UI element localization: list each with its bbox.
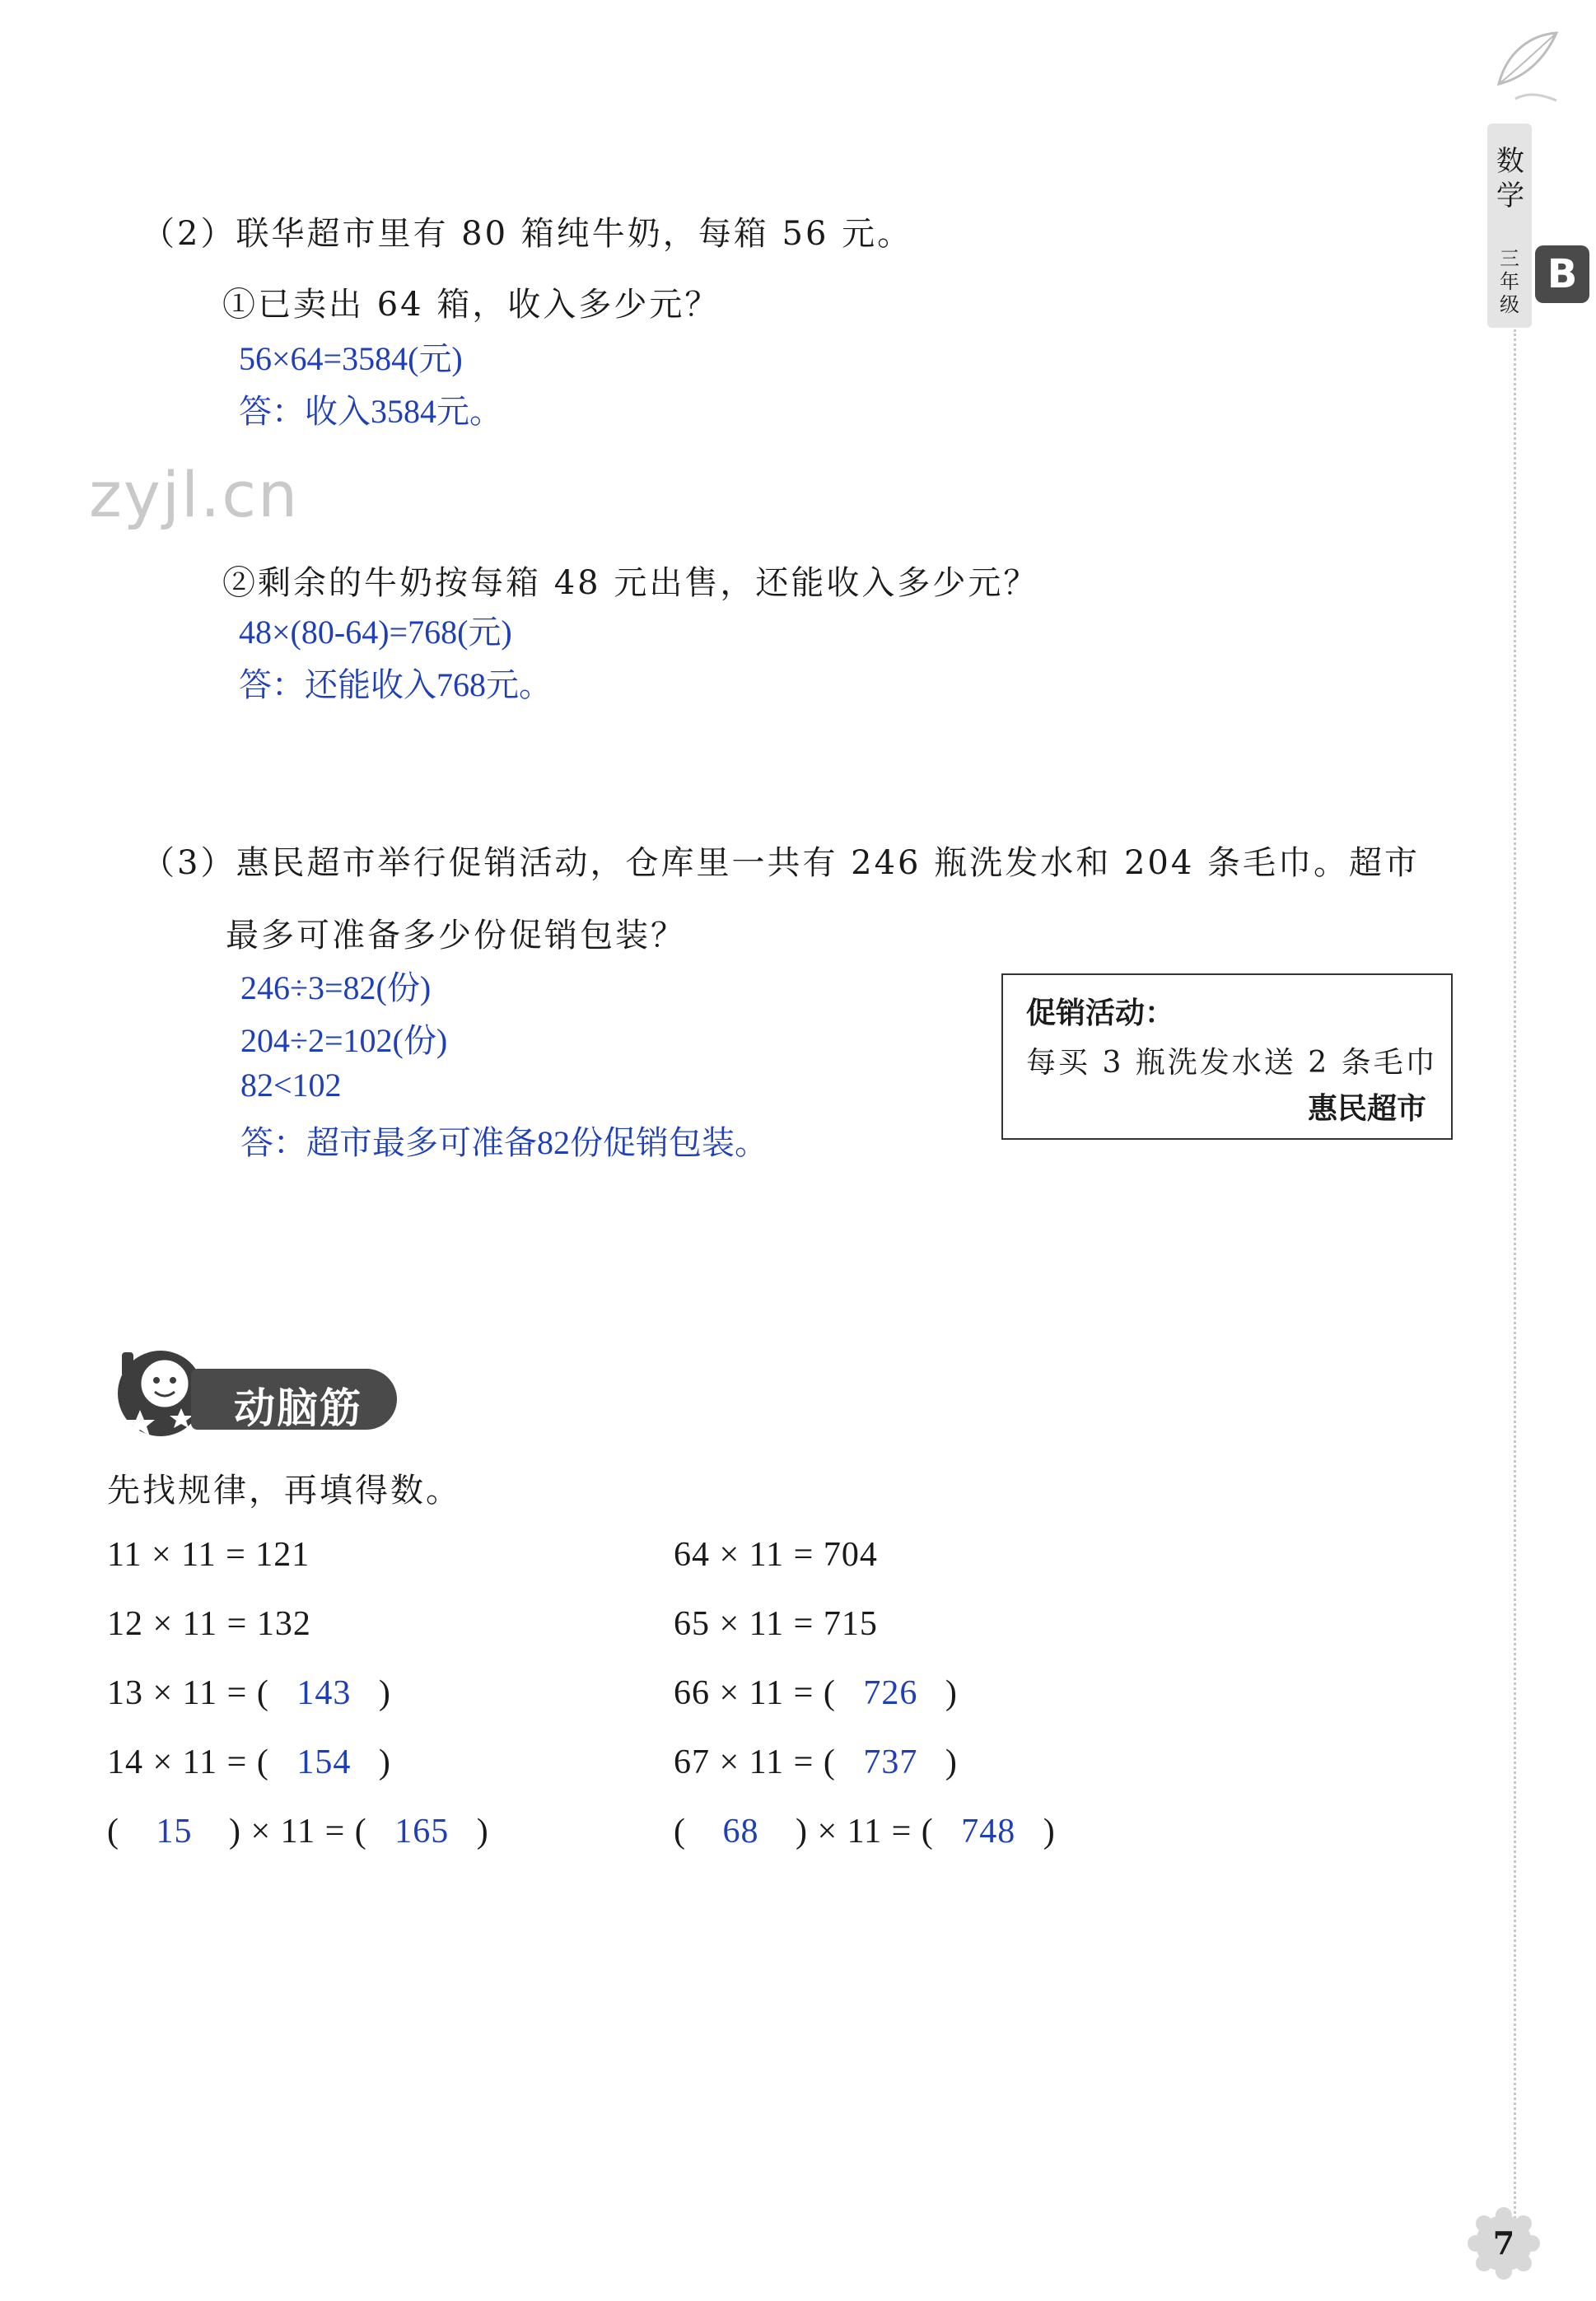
equation-text: 14 × 11 = ( — [107, 1743, 269, 1781]
equation-row — [107, 1535, 310, 1575]
equation-row — [674, 1812, 1056, 1851]
equation-row — [107, 1743, 391, 1782]
page-number: 7 — [1492, 2224, 1515, 2261]
problem-2-text: （2）联华超市里有 80 箱纯牛奶，每箱 56 元。 — [142, 215, 913, 253]
equation-text: ) — [945, 1674, 958, 1712]
section-title: 动脑筋 — [234, 1384, 362, 1432]
equation-text: ) — [378, 1674, 391, 1712]
problem-2-part-2-calc: 48×(80-64)=768(元) — [239, 614, 512, 651]
equation-row — [107, 1812, 489, 1851]
promo-store-name: 惠民超市 — [1307, 1092, 1426, 1126]
brain-instruction: 先找规律，再填得数。 — [107, 1472, 461, 1510]
problem-2-part-2-answer: 答：还能收入768元。 — [239, 666, 552, 703]
equation-text: 67 × 11 = ( — [674, 1743, 836, 1781]
grade-letter-badge: B — [1535, 245, 1589, 303]
equation-row — [674, 1673, 958, 1713]
equation-text: ) × 11 = ( — [229, 1813, 367, 1851]
equation-text: ) — [1043, 1813, 1056, 1851]
equation-text: 12 × 11 = 132 — [107, 1605, 311, 1643]
problem-3-text-line-1: （3）惠民超市举行促销活动，仓库里一共有 246 瓶洗发水和 204 条毛巾。超市 — [142, 844, 1421, 882]
answer-fill: 143 — [296, 1674, 352, 1712]
equation-text: ( — [674, 1813, 686, 1851]
problem-3-calc-3: 82<102 — [240, 1066, 342, 1104]
answer-fill: 15 — [156, 1813, 193, 1851]
problem-3-calc-2: 204÷2=102(份) — [240, 1022, 448, 1059]
problem-2-part-1-question: ①已卖出 64 箱，收入多少元？ — [222, 286, 721, 324]
answer-fill: 726 — [863, 1674, 918, 1712]
promo-title: 促销活动： — [1026, 996, 1175, 1030]
equation-text: ( — [107, 1813, 119, 1851]
promo-text: 每买 3 瓶洗发水送 2 条毛巾 — [1026, 1046, 1438, 1080]
problem-3-calc-1: 246÷3=82(份) — [240, 969, 432, 1006]
problem-2-part-1-calc: 56×64=3584(元) — [239, 340, 463, 377]
answer-fill: 748 — [961, 1813, 1016, 1851]
equation-text: 11 × 11 = 121 — [107, 1536, 310, 1574]
problem-3-text-line-2: 最多可准备多少份促销包装？ — [226, 917, 686, 954]
equation-text: ) — [378, 1743, 391, 1781]
equation-text: ) — [476, 1813, 489, 1851]
answer-fill: 165 — [394, 1813, 450, 1851]
answer-fill: 68 — [722, 1813, 759, 1851]
equation-row — [107, 1673, 391, 1713]
problem-2-part-1-answer: 答：收入3584元。 — [239, 393, 502, 430]
equation-row — [674, 1535, 878, 1575]
page-edge-dotted-line — [1514, 329, 1516, 2224]
equation-text: 66 × 11 = ( — [674, 1674, 836, 1712]
grade-label: 三年级 — [1500, 247, 1519, 316]
equation-text: ) — [945, 1743, 958, 1781]
answer-fill: 737 — [863, 1743, 918, 1781]
page-number-badge — [1468, 2207, 1540, 2280]
problem-3-answer: 答：超市最多可准备82份促销包装。 — [240, 1124, 768, 1161]
equation-text: ) × 11 = ( — [796, 1813, 934, 1851]
equation-row — [674, 1743, 958, 1782]
equation-row — [674, 1604, 878, 1644]
answer-fill: 154 — [296, 1743, 352, 1781]
watermark: zyjl.cn — [89, 458, 300, 531]
equation-text: 13 × 11 = ( — [107, 1674, 269, 1712]
problem-2-part-2-question: ②剩余的牛奶按每箱 48 元出售，还能收入多少元？ — [222, 564, 1039, 602]
section-banner — [191, 1369, 397, 1430]
equation-text: 65 × 11 = 715 — [674, 1605, 878, 1643]
leaf-decoration-icon — [1482, 18, 1573, 109]
equation-row — [107, 1604, 311, 1644]
subject-label: 数学 — [1496, 145, 1524, 212]
equation-text: 64 × 11 = 704 — [674, 1536, 878, 1574]
promo-box — [1001, 973, 1453, 1140]
